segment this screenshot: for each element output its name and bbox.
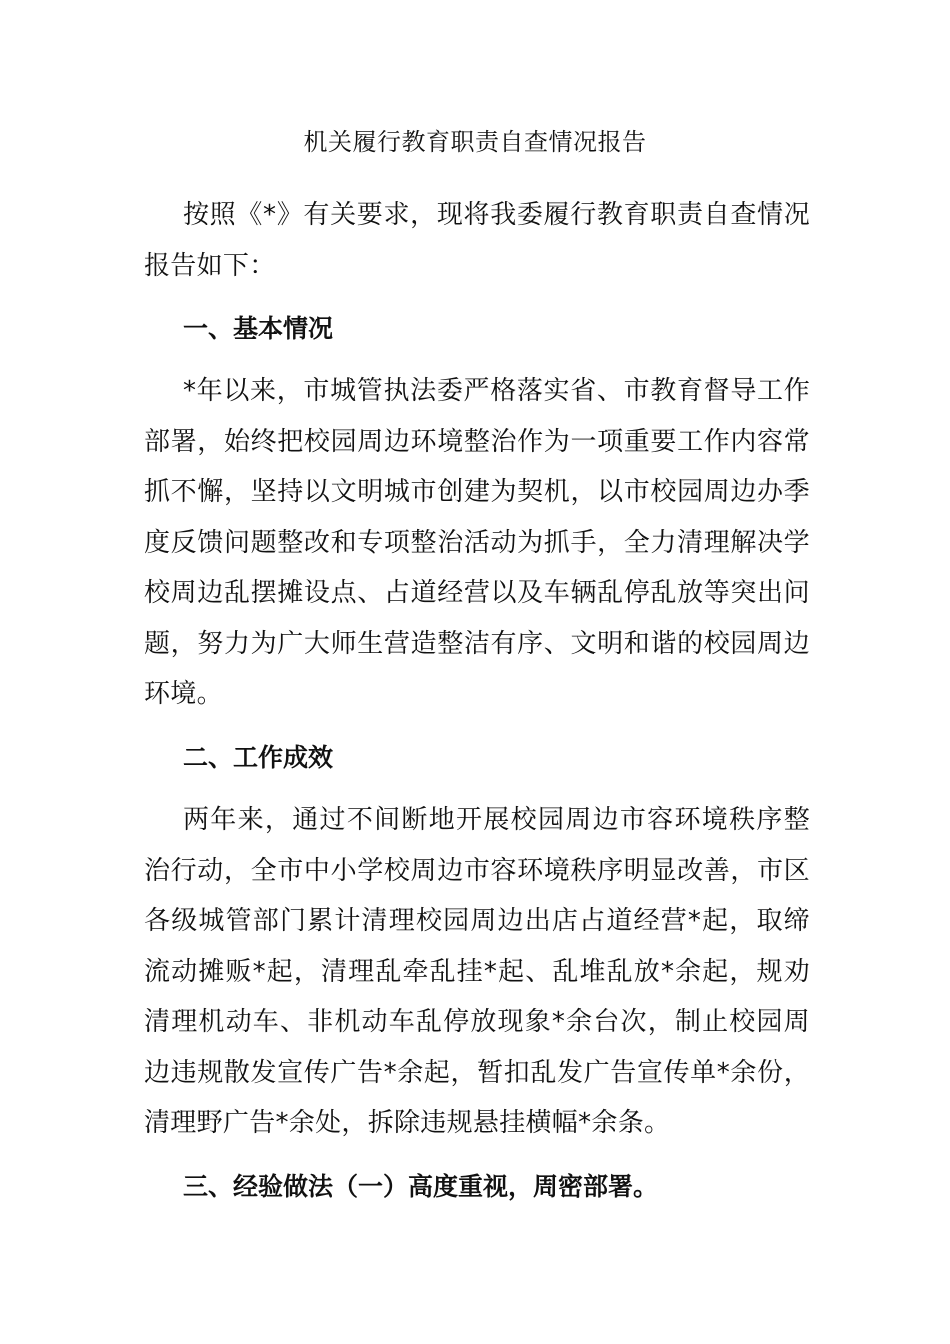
section-heading-work-results: 二、工作成效 [183, 743, 334, 772]
section-body-basic-situation: *年以来，市城管执法委严格落实省、市教育督导工作部署，始终把校园周边环境整治作为一项重要工作内容常抓不懈，坚持以文明城市创建为契机，以市校园周边办季度反馈问题整改和专项整治活动为抓手，全力清理解决学校周边乱摆摊设点、占道经营以及车辆乱停乱放等突出问题，努力为广大师生营造整洁有序、文明和谐的校园周边环境。 [144, 376, 810, 709]
section-heading-basic-situation: 一、基本情况 [183, 314, 334, 343]
section-body-work-results: 两年来，通过不间断地开展校园周边市容环境秩序整治行动，全市中小学校周边市容环境秩序明显改善，市区各级城管部门累计清理校园周边出店占道经营*起，取缔流动摊贩*起，清理乱牵乱挂*起、乱堆乱放*余起，规劝清理机动车、非机动车乱停放现象*余台次，制止校园周边违规散发宣传广告*余起，暂扣乱发广告宣传单*余份，清理野广告*余处，拆除违规悬挂横幅*余条。 [144, 805, 810, 1138]
document-title: 机关履行教育职责自查情况报告 [303, 128, 647, 156]
intro-paragraph: 按照《*》有关要求，现将我委履行教育职责自查情况报告如下： [144, 200, 810, 281]
section-heading-experience: 三、经验做法（一）高度重视，周密部署。 [183, 1172, 659, 1201]
